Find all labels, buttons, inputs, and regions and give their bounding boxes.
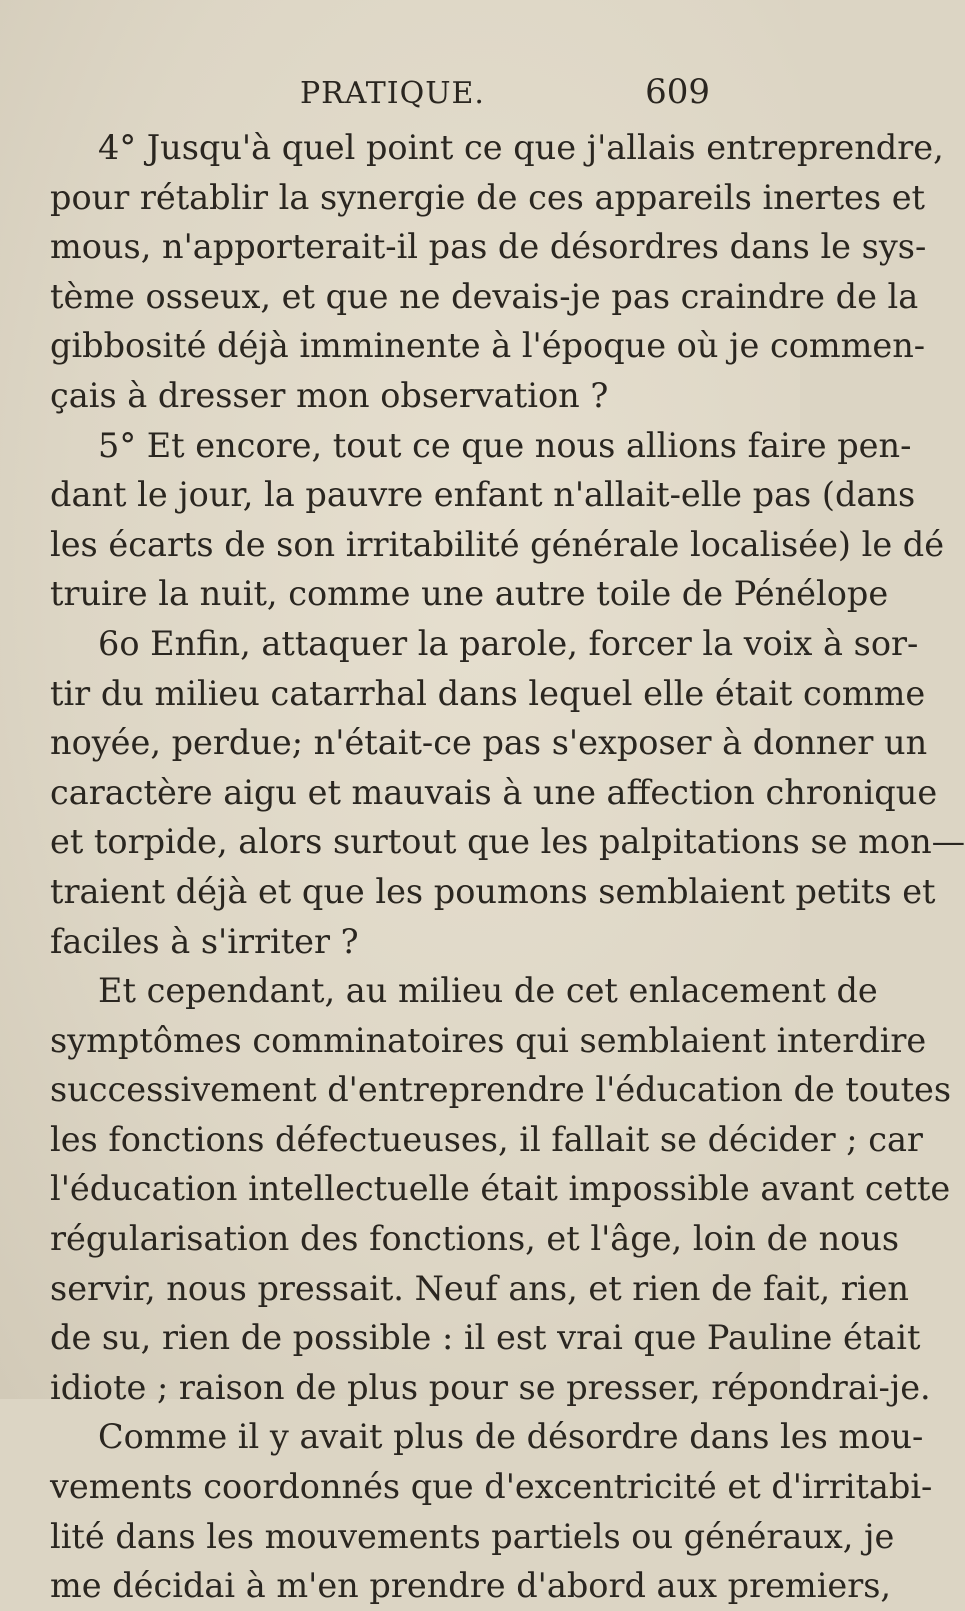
body-text [50,123,965,1611]
text-line: lité dans les mouvements partiels ou généraux, je [50,1516,895,1556]
text-line: 5° Et encore, tout ce que nous allions faire pen- [98,425,912,465]
text-line: servir, nous pressait. Neuf ans, et rien de fait, rien [50,1268,909,1308]
text-line: successivement d'entreprendre l'éducation de toutes [50,1070,952,1110]
text-line: truire la nuit, comme une autre toile de Pénélope [50,574,889,614]
text-line: symptômes comminatoires qui semblaient interdire [50,1020,927,1060]
running-title: PRATIQUE. [300,76,485,111]
text-line: noyée, perdue; n'était-ce pas s'exposer à donner un [50,723,928,763]
text-line: 6o Enfin, attaquer la parole, forcer la voix à sor- [98,623,919,663]
text-line: Comme il y avait plus de désordre dans les mou- [98,1417,924,1457]
text-line: traient déjà et que les poumons semblaient petits et [50,871,936,911]
text-line: et torpide, alors surtout que les palpitations se mon— [50,822,965,862]
page-number: 609 [645,72,710,112]
text-line: mous, n'apporterait-il pas de désordres dans le sys- [50,227,927,267]
text-line: tir du milieu catarrhal dans lequel elle était comme [50,673,926,713]
text-line: Et cependant, au milieu de cet enlacement de [98,971,878,1011]
text-line: çais à dresser mon observation ? [50,375,609,415]
text-line: les écarts de son irritabilité générale localisée) le dé [50,524,945,564]
text-line: dant le jour, la pauvre enfant n'allait-elle pas (dans [50,475,916,515]
text-line: vements coordonnés que d'excentricité et d'irritabi- [50,1467,933,1507]
text-line: 4° Jusqu'à quel point ce que j'allais entreprendre, [98,128,944,167]
text-line: idiote ; raison de plus pour se presser, répondrai-je. [50,1367,931,1407]
text-line: tème osseux, et que ne devais-je pas craindre de la [50,276,919,316]
text-line: de su, rien de possible : il est vrai que Pauline était [50,1318,921,1358]
text-line: pour rétablir la synergie de ces appareils inertes et [50,177,925,217]
text-line: me décidai à m'en prendre d'abord aux premiers, [50,1566,892,1606]
page-header [0,72,800,122]
text-line: caractère aigu et mauvais à une affection chronique [50,772,938,812]
text-line: faciles à s'irriter ? [50,921,359,961]
text-line: régularisation des fonctions, et l'âge, loin de nous [50,1219,900,1259]
text-line: l'éducation intellectuelle était impossible avant cette [50,1169,951,1209]
text-line: gibbosité déjà imminente à l'époque où je commen- [50,326,926,366]
text-line: les fonctions défectueuses, il fallait se décider ; car [50,1119,923,1159]
